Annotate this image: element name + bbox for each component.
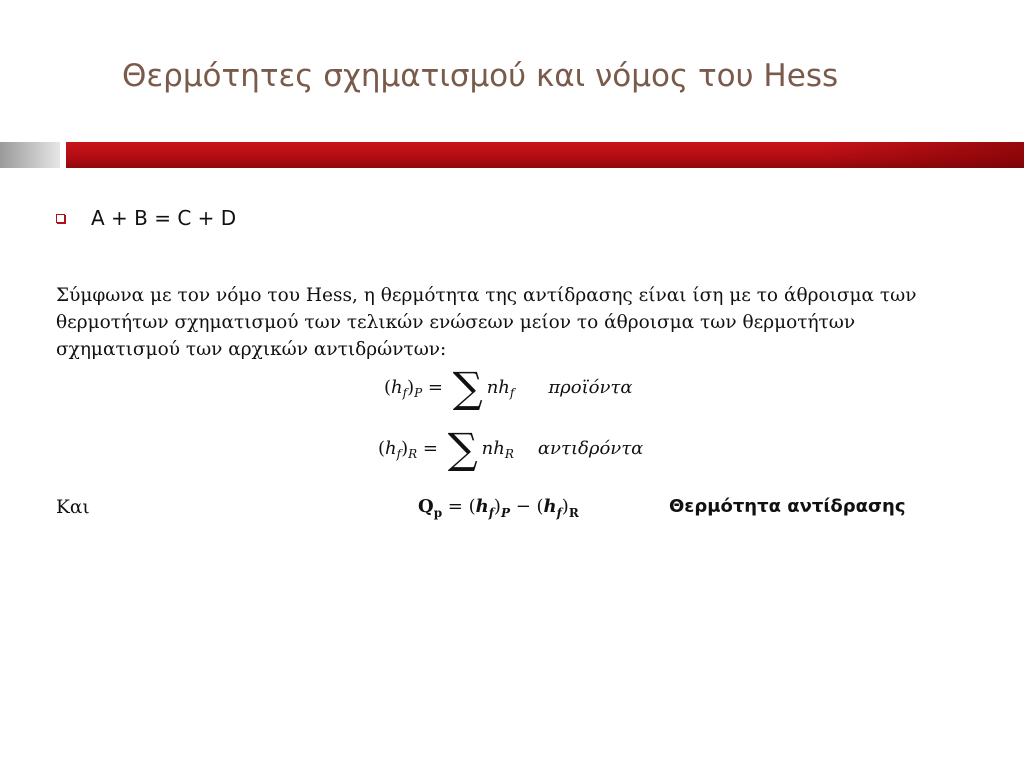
reactants-equation: ( h f ) R = ∑ nh R αντιδρόντα [378, 424, 644, 473]
products-equation: ( h f ) P = ∑ nh f προϊόντα [384, 363, 633, 412]
slide-title: Θερμότητες σχηματισμού και νόμος του Hess [122, 58, 839, 94]
header-bar-gray [0, 142, 60, 168]
reactants-label: αντιδρόντα [537, 437, 644, 459]
summation-icon: ∑ [452, 363, 483, 412]
summation-icon: ∑ [447, 424, 478, 473]
products-label: προϊόντα [548, 376, 633, 398]
square-bullet-icon [56, 214, 65, 223]
hess-law-paragraph: Σύμφωνα με τον νόμο του Hess, η θερμότητα της αντίδρασης είναι ίση με το άθροισμα των θερμοτήτων σχηματισμού των τελικών ενώσεων μείον το άθροισμα των θερμοτήτων σχηματισμού των αρχικών αντιδρώντων: [56, 285, 917, 360]
reaction-heat-equation: Q p = ( h f ) P − ( h f ) R [418, 496, 579, 520]
bullet-item [56, 206, 236, 230]
header-bar-red [66, 142, 1024, 168]
reaction-equation: A + B = C + D [91, 206, 237, 230]
and-word: Και [56, 497, 90, 518]
reaction-heat-label: Θερμότητα αντίδρασης [669, 496, 906, 517]
